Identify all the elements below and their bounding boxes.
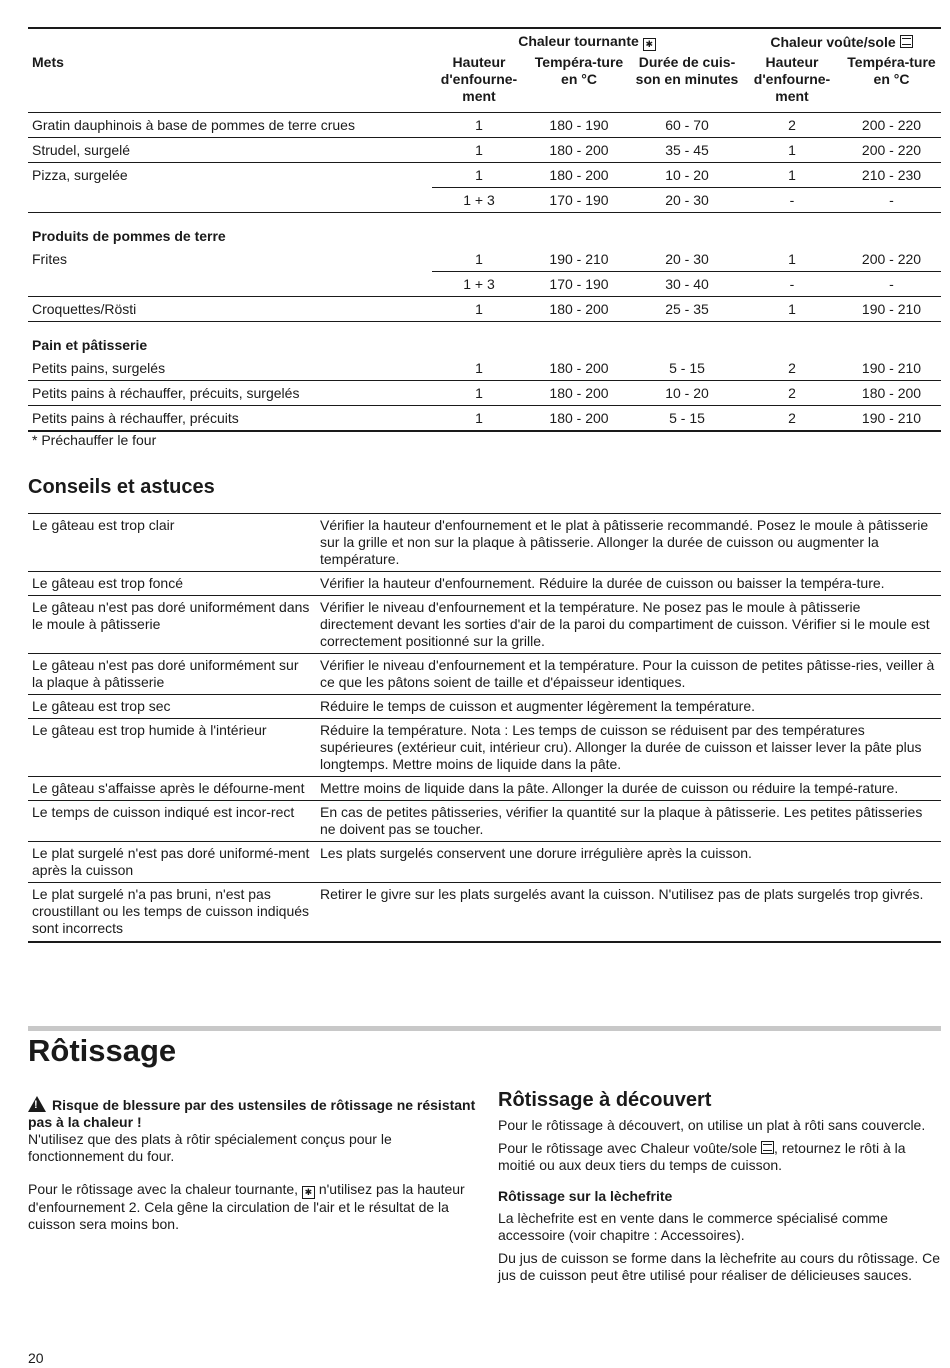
table-row: Petits pains, surgelés 1 180 - 200 5 - 15 2 190 - 210: [28, 356, 941, 381]
tips-row: Le gâteau n'est pas doré uniformément dans le moule à pâtisserie Vérifier le niveau d'enfournement et la température. Ne posez pas le moule à pâtisserie directement devant les sorties d'air de la paroi du compartiment de cuisson. Vérifier si le moule est correctement positionné sur la grille.: [28, 596, 941, 654]
table-row: Petits pains à réchauffer, précuits, surgelés 1 180 - 200 10 - 20 2 180 - 200: [28, 381, 941, 406]
open-roasting-p1: Pour le rôtissage à découvert, on utilise un plat à rôti sans couvercle.: [498, 1117, 926, 1133]
pan-roasting-title: Rôtissage sur la lèchefrite: [498, 1188, 673, 1204]
tips-row: Le gâteau n'est pas doré uniformément sur la plaque à pâtisserie Vérifier le niveau d'enfournement et la température. Pour la cuisson de petites pâtisse-ries, veiller à ce que les pâtons soient de taille et d'épaisseur identiques.: [28, 654, 941, 695]
section-divider: [28, 1026, 941, 1031]
table-row: 1 + 3 170 - 190 30 - 40 - -: [28, 272, 941, 297]
table-row: Petits pains à réchauffer, précuits 1 180 - 200 5 - 15 2 190 - 210: [28, 406, 941, 432]
section-row-bread: Pain et pâtisserie: [32, 337, 148, 353]
fan-heat-icon: ✱: [302, 1186, 315, 1199]
roasting-right-column: [498, 1089, 941, 1284]
col-hauteur-topbottom: Hauteur d'enfourne-ment: [742, 51, 842, 113]
fan-roasting-paragraph: Pour le rôtissage avec la chaleur tournante, ✱ n'utilisez pas la hauteur d'enfournement 2. Cela gêne la circulation de l'air et le résultat de la cuisson sera moins bon.: [28, 1181, 465, 1232]
col-hauteur-fan: Hauteur d'enfourne-ment: [432, 51, 526, 113]
roasting-left-column: [28, 1096, 478, 1233]
tips-row: Le gâteau est trop humide à l'intérieur Réduire la température. Nota : Les temps de cuisson se réduisent par des températures supérieures (extérieur cuit, intérieur cru). Allonger la durée de cuisson et laisser lever la pâte plus longtemps. Mettre moins de liquide dans la pâte.: [28, 719, 941, 777]
open-roasting-title: Rôtissage à découvert: [498, 1089, 712, 1111]
group-header-fan: Chaleur tournante ✱: [432, 28, 742, 51]
table-row: Strudel, surgelé 1 180 - 200 35 - 45 1 200 - 220: [28, 138, 941, 163]
table-row: Frites 1 190 - 210 20 - 30 1 200 - 220: [28, 247, 941, 272]
section-title-roasting: Rôtissage: [28, 1033, 177, 1068]
col-temp-fan: Tempéra-ture en °C: [526, 51, 632, 113]
tips-table: [28, 513, 941, 943]
col-temp-topbottom: Tempéra-ture en °C: [842, 51, 941, 113]
warning-heading: !Risque de blessure par des ustensiles de rôtissage ne résistant pas à la chaleur !: [28, 1096, 478, 1131]
table-row: Pizza, surgelée 1 180 - 200 10 - 20 1 210 - 230: [28, 163, 941, 188]
fan-heat-icon: ✱: [643, 38, 656, 51]
cooking-table: [28, 27, 941, 432]
section-row-potatoes: Produits de pommes de terre: [32, 228, 226, 244]
top-bottom-heat-icon: [761, 1141, 774, 1154]
open-roasting-p2: Pour le rôtissage avec Chaleur voûte/sole , retournez le rôti à la moitié ou aux deux tiers du temps de cuisson.: [498, 1140, 906, 1173]
table-row: Gratin dauphinois à base de pommes de terre crues 1 180 - 190 60 - 70 2 200 - 220: [28, 113, 941, 138]
pan-roasting-p1: La lèchefrite est en vente dans le commerce spécialisé comme accessoire (voir chapitre : Accessoires).: [498, 1210, 888, 1243]
table-footnote: * Préchauffer le four: [32, 432, 157, 448]
tips-row: Le plat surgelé n'a pas bruni, n'est pas croustillant ou les temps de cuisson indiqués sont incorrects Retirer le givre sur les plats surgelés avant la cuisson. N'utilisez pas de plats surgelés trop givrés.: [28, 883, 941, 943]
table-row: 1 + 3 170 - 190 20 - 30 - -: [28, 188, 941, 213]
tips-row: Le temps de cuisson indiqué est incor-rect En cas de petites pâtisseries, vérifier la quantité sur la plaque à pâtisserie. Les petites pâtisseries ne doivent pas se toucher.: [28, 801, 941, 842]
page-number: 20: [28, 1350, 44, 1366]
warning-triangle-icon: [28, 1096, 46, 1112]
tips-title: Conseils et astuces: [28, 476, 215, 498]
warning-text: N'utilisez que des plats à rôtir spécialement conçus pour le fonctionnement du four.: [28, 1131, 392, 1164]
tips-row: Le gâteau est trop clair Vérifier la hauteur d'enfournement et le plat à pâtisserie recommandé. Posez le moule à pâtisserie sur la grille et non sur la plaque à pâtisserie. Allonger la durée de cuisson ou augmenter la température.: [28, 514, 941, 572]
top-bottom-heat-icon: [900, 35, 913, 48]
col-mets: Mets: [28, 51, 432, 113]
tips-row: Le gâteau est trop sec Réduire le temps de cuisson et augmenter légèrement la température.: [28, 695, 941, 719]
pan-roasting-p2: Du jus de cuisson se forme dans la lèchefrite au cours du rôtissage. Ce jus de cuisson peut être utilisé pour réaliser de délicieuses sauces.: [498, 1250, 941, 1283]
tips-row: Le gâteau s'affaisse après le défourne-ment Mettre moins de liquide dans la pâte. Allonger la durée de cuisson ou réduire la tempé-rature.: [28, 777, 941, 801]
group-header-topbottom: Chaleur voûte/sole: [742, 28, 941, 51]
table-row: Croquettes/Rösti 1 180 - 200 25 - 35 1 190 - 210: [28, 297, 941, 322]
tips-row: Le plat surgelé n'est pas doré uniformé-ment après la cuisson Les plats surgelés conservent une dorure irrégulière après la cuisson.: [28, 842, 941, 883]
col-duree: Durée de cuis-son en minutes: [632, 51, 742, 113]
header-spacer: [28, 28, 432, 51]
tips-row: Le gâteau est trop foncé Vérifier la hauteur d'enfournement. Réduire la durée de cuisson ou baisser la tempéra-ture.: [28, 572, 941, 596]
